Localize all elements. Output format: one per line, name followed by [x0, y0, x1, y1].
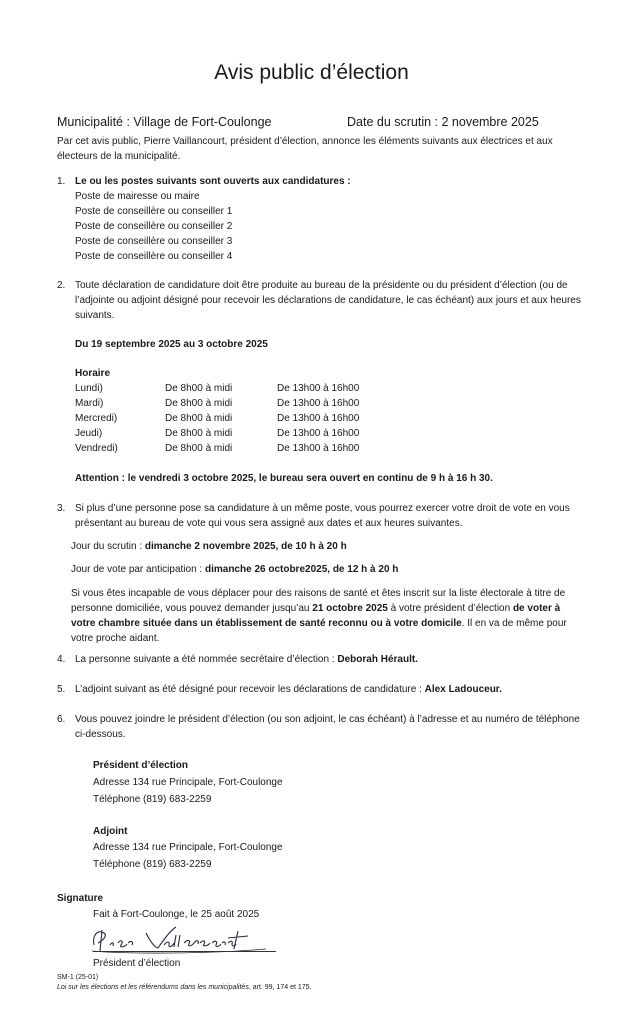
- anticipation-day-label: Jour de vote par anticipation :: [71, 564, 205, 575]
- section-3-number: 3.: [57, 503, 66, 514]
- home-voting-option: de voter à votre chambre située dans un établissement de santé reconnu ou à votre domicile: [71, 603, 561, 629]
- schedule-pm: De 13h00 à 16h00: [277, 383, 360, 394]
- home-voting-text: . Il en va de même pour votre proche aidant.: [71, 618, 567, 644]
- schedule-day: Mardi): [75, 398, 104, 409]
- schedule-day: Lundi): [75, 383, 103, 394]
- schedule-am: De 8h00 à midi: [165, 428, 233, 439]
- home-voting-text: Si vous êtes incapable de vous déplacer pour des raisons de santé et êtes inscrit sur la liste électorale à titre de personne domiciliée, vous pouvez demander jusqu’au: [71, 588, 566, 614]
- page-title: Avis public d’élection: [214, 61, 409, 84]
- signature-place-date: Fait à Fort-Coulonge, le 25 août 2025: [93, 909, 260, 920]
- section-2-text: Toute déclaration de candidature doit être produite au bureau de la présidente ou du président d’élection (ou de l’adjointe ou adjoint désigné pour recevoir les déclarations de candidature, le cas échéant) aux jours et aux heures suivants.: [75, 280, 581, 321]
- schedule-day: Mercredi): [75, 413, 118, 424]
- municipality-header: [57, 114, 557, 130]
- candidacy-period: Du 19 septembre 2025 au 3 octobre 2025: [75, 339, 268, 350]
- president-address: Adresse 134 rue Principale, Fort-Coulonge: [93, 777, 283, 788]
- scrutin-day-label: Jour du scrutin :: [71, 541, 145, 552]
- section-1-number: 1.: [57, 176, 66, 187]
- section-2-number: 2.: [57, 280, 66, 291]
- adjoint-name: Alex Ladouceur.: [424, 684, 502, 695]
- scrutin-day-value: dimanche 2 novembre 2025, de 10 h à 20 h: [144, 541, 347, 552]
- president-label: Président d’élection: [93, 760, 189, 771]
- schedule-pm: De 13h00 à 16h00: [277, 413, 360, 424]
- home-voting-paragraph: [71, 586, 577, 646]
- schedule-pm: De 13h00 à 16h00: [277, 428, 360, 439]
- schedule-row: [75, 411, 415, 426]
- schedule-day: Vendredi): [75, 443, 118, 454]
- section-4-text: [75, 652, 585, 667]
- president-phone: Téléphone (819) 683-2259: [93, 794, 212, 805]
- law-articles: , art. 99, 174 et 175.: [248, 984, 312, 991]
- post-item: Poste de conseillère ou conseiller 1: [75, 206, 233, 217]
- schedule-am: De 8h00 à midi: [165, 443, 233, 454]
- post-item: Poste de conseillère ou conseiller 2: [75, 221, 233, 232]
- schedule-am: De 8h00 à midi: [165, 413, 233, 424]
- schedule-row: [75, 381, 415, 396]
- signature-role: Président d’élection: [93, 958, 181, 969]
- schedule-row: [75, 441, 415, 456]
- schedule-table: [75, 381, 415, 456]
- law-title: Loi sur les élections et les référendums dans les municipalités: [57, 984, 249, 991]
- form-code: SM-1 (25-01): [57, 974, 99, 981]
- section-5-text: [75, 682, 585, 697]
- scrutin-date: Date du scrutin : 2 novembre 2025: [347, 115, 539, 129]
- handwritten-signature: [88, 921, 278, 955]
- post-item: Poste de conseillère ou conseiller 3: [75, 236, 233, 247]
- section-3-text: Si plus d’une personne pose sa candidature à un même poste, vous pourrez exercer votre droit de vote en vous présentant au bureau de vote qui vous sera assigné aux dates et aux heures suivantes.: [75, 503, 570, 529]
- schedule-am: De 8h00 à midi: [165, 383, 233, 394]
- scrutin-day-line: [71, 539, 591, 554]
- schedule-day: Jeudi): [75, 428, 103, 439]
- adjoint-address: Adresse 134 rue Principale, Fort-Coulonge: [93, 842, 283, 853]
- home-voting-text: à votre président d’élection: [387, 603, 513, 614]
- adjoint-phone: Téléphone (819) 683-2259: [93, 859, 212, 870]
- section-6-number: 6.: [57, 714, 66, 725]
- secretary-name: Deborah Hérault.: [337, 654, 418, 665]
- schedule-row: [75, 396, 415, 411]
- attention-note: Attention : le vendredi 3 octobre 2025, le bureau sera ouvert en continu de 9 h à 16 h 30.: [75, 473, 493, 484]
- intro-paragraph: Par cet avis public, Pierre Vaillancourt, président d’élection, annonce les éléments suivants aux électrices et aux électeurs de la municipalité.: [57, 136, 553, 162]
- schedule-label: Horaire: [75, 368, 111, 379]
- section-6-text: Vous pouvez joindre le président d’élection (ou son adjoint, le cas échéant) à l’adresse et au numéro de téléphone ci-dessous.: [75, 714, 580, 740]
- schedule-pm: De 13h00 à 16h00: [277, 443, 360, 454]
- municipality-name: Municipalité : Village de Fort-Coulonge: [57, 115, 272, 129]
- posts-list: [75, 189, 585, 264]
- post-item: Poste de mairesse ou maire: [75, 191, 200, 202]
- adjoint-contact-label: Adjoint: [93, 826, 128, 837]
- post-item: Poste de conseillère ou conseiller 4: [75, 251, 233, 262]
- section-1-heading: Le ou les postes suivants sont ouverts aux candidatures :: [75, 176, 351, 187]
- adjoint-label: L’adjoint suivant as été désigné pour recevoir les déclarations de candidature :: [75, 684, 425, 695]
- section-5-number: 5.: [57, 684, 66, 695]
- section-4-number: 4.: [57, 654, 66, 665]
- anticipation-day-value: dimanche 26 octobre2025, de 12 h à 20 h: [204, 564, 399, 575]
- signature-line: [93, 951, 276, 952]
- legal-reference: [57, 983, 577, 993]
- anticipation-day-line: [71, 562, 591, 577]
- schedule-row: [75, 426, 415, 441]
- signature-label: Signature: [57, 893, 104, 904]
- schedule-pm: De 13h00 à 16h00: [277, 398, 360, 409]
- schedule-am: De 8h00 à midi: [165, 398, 233, 409]
- secretary-label: La personne suivante a été nommée secrétaire d’élection :: [75, 654, 338, 665]
- home-voting-deadline: 21 octobre 2025: [312, 603, 388, 614]
